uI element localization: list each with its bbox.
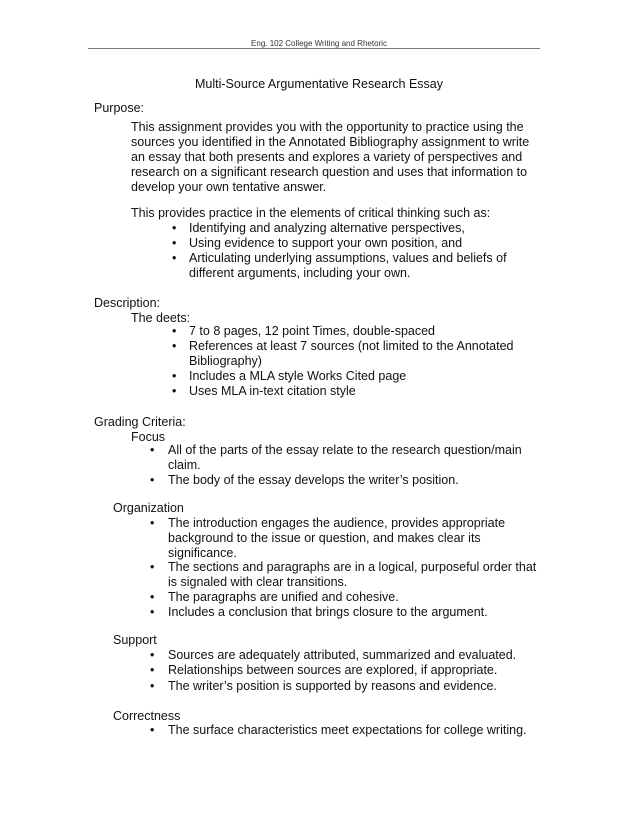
- bullet-icon: •: [172, 339, 177, 353]
- list-item-text: Sources are adequately attributed, summarized and evaluated.: [168, 648, 517, 662]
- organization-label: Organization: [113, 501, 184, 515]
- purpose-paragraph-line: research on a significant research question and uses that information to: [131, 165, 528, 179]
- list-item-text: is signaled with clear transitions.: [168, 575, 348, 589]
- list-item-text: The introduction engages the audience, provides appropriate: [168, 516, 506, 530]
- purpose-heading: Purpose:: [94, 101, 145, 115]
- correctness-label: Correctness: [113, 709, 181, 723]
- purpose-paragraph-line: an essay that both presents and explores a variety of perspectives and: [131, 150, 523, 164]
- bullet-icon: •: [172, 384, 177, 398]
- page-title: Multi-Source Argumentative Research Essay: [194, 77, 444, 91]
- focus-label: Focus: [131, 430, 166, 444]
- description-subheading: The deets:: [131, 311, 191, 325]
- bullet-icon: •: [150, 443, 155, 457]
- purpose-paragraph-line: This assignment provides you with the opportunity to practice using the: [131, 120, 524, 134]
- list-item-text: 7 to 8 pages, 12 point Times, double-spaced: [189, 324, 435, 338]
- list-item-text: The body of the essay develops the writer’s position.: [168, 473, 459, 487]
- bullet-icon: •: [150, 516, 155, 530]
- bullet-icon: •: [150, 648, 155, 662]
- purpose-paragraph-line: sources you identified in the Annotated Bibliography assignment to write: [131, 135, 530, 149]
- bullet-icon: •: [172, 324, 177, 338]
- bullet-icon: •: [172, 221, 177, 235]
- purpose-paragraph-line: develop your own tentative answer.: [131, 180, 327, 194]
- list-item-text: Using evidence to support your own position, and: [189, 236, 463, 250]
- header-rule: [88, 48, 540, 49]
- bullet-icon: •: [172, 251, 177, 265]
- list-item-text: different arguments, including your own.: [189, 266, 411, 280]
- bullet-icon: •: [150, 590, 155, 604]
- list-item-text: Relationships between sources are explored, if appropriate.: [168, 663, 498, 677]
- bullet-icon: •: [172, 369, 177, 383]
- list-item-text: References at least 7 sources (not limited to the Annotated: [189, 339, 514, 353]
- bullet-icon: •: [150, 663, 155, 677]
- bullet-icon: •: [150, 605, 155, 619]
- list-item-text: Includes a MLA style Works Cited page: [189, 369, 407, 383]
- list-item-text: Includes a conclusion that brings closure to the argument.: [168, 605, 488, 619]
- grading-heading: Grading Criteria:: [94, 415, 186, 429]
- bullet-icon: •: [150, 473, 155, 487]
- running-header: Eng. 102 College Writing and Rhetoric: [251, 39, 387, 48]
- bullet-icon: •: [150, 723, 155, 737]
- bullet-icon: •: [172, 236, 177, 250]
- list-item-text: significance.: [168, 546, 237, 560]
- list-item-text: background to the issue or question, and makes clear its: [168, 531, 481, 545]
- practice-intro: This provides practice in the elements of critical thinking such as:: [131, 206, 491, 220]
- list-item-text: The sections and paragraphs are in a logical, purposeful order that: [168, 560, 537, 574]
- list-item-text: The surface characteristics meet expectations for college writing.: [168, 723, 527, 737]
- list-item-text: The writer’s position is supported by reasons and evidence.: [168, 679, 497, 693]
- list-item-text: claim.: [168, 458, 201, 472]
- list-item-text: Uses MLA in-text citation style: [189, 384, 356, 398]
- list-item-text: All of the parts of the essay relate to the research question/main: [168, 443, 522, 457]
- support-label: Support: [113, 633, 157, 647]
- list-item-text: Articulating underlying assumptions, values and beliefs of: [189, 251, 507, 265]
- list-item-text: Identifying and analyzing alternative perspectives,: [189, 221, 465, 235]
- bullet-icon: •: [150, 679, 155, 693]
- bullet-icon: •: [150, 560, 155, 574]
- list-item-text: Bibliography): [189, 354, 262, 368]
- list-item-text: The paragraphs are unified and cohesive.: [168, 590, 399, 604]
- description-heading: Description:: [94, 296, 160, 310]
